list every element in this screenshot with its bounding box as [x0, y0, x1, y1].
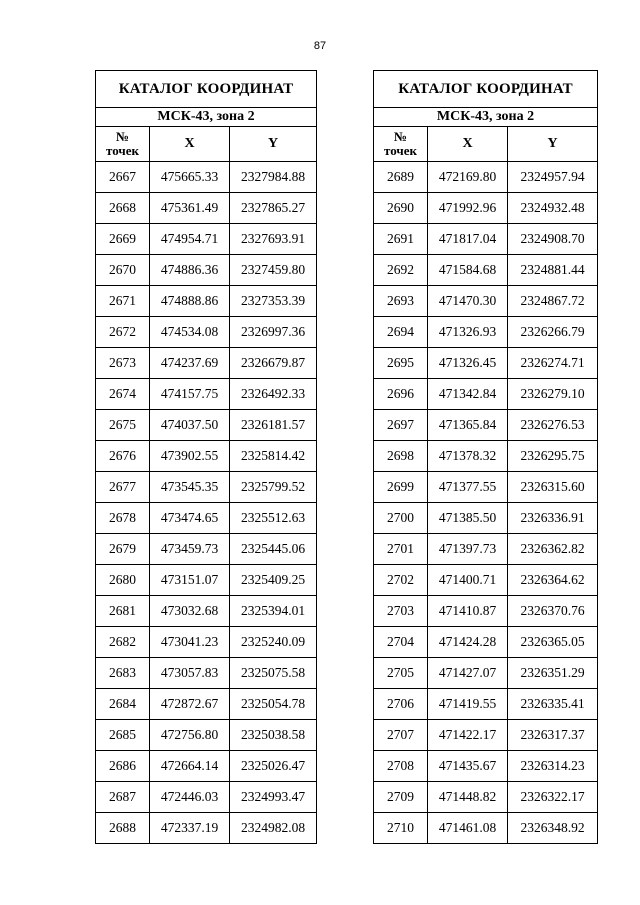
- y-coordinate-cell: 2327984.88: [230, 162, 317, 193]
- y-coordinate-cell: 2326276.53: [508, 410, 598, 441]
- table-row: [374, 317, 598, 348]
- x-coordinate-cell: 472169.80: [428, 162, 508, 193]
- x-coordinate-cell: 471470.30: [428, 286, 508, 317]
- table-row: [374, 286, 598, 317]
- point-number-cell: 2677: [96, 472, 150, 503]
- table-row: [96, 720, 317, 751]
- point-number-cell: 2689: [374, 162, 428, 193]
- point-number-cell: 2703: [374, 596, 428, 627]
- x-coordinate-cell: 471365.84: [428, 410, 508, 441]
- table-row: [96, 379, 317, 410]
- point-number-cell: 2681: [96, 596, 150, 627]
- point-number-cell: 2688: [96, 813, 150, 844]
- point-number-cell: 2700: [374, 503, 428, 534]
- table-row: [374, 782, 598, 813]
- y-coordinate-cell: 2327693.91: [230, 224, 317, 255]
- table-row: [96, 689, 317, 720]
- y-coordinate-cell: 2326295.75: [508, 441, 598, 472]
- table-row: [374, 565, 598, 596]
- table-row: [374, 441, 598, 472]
- x-coordinate-cell: 471424.28: [428, 627, 508, 658]
- y-coordinate-cell: 2327865.27: [230, 193, 317, 224]
- table-row: [96, 193, 317, 224]
- x-coordinate-cell: 471400.71: [428, 565, 508, 596]
- table-row: [374, 658, 598, 689]
- point-number-cell: 2693: [374, 286, 428, 317]
- x-coordinate-cell: 473032.68: [150, 596, 230, 627]
- x-coordinate-cell: 474888.86: [150, 286, 230, 317]
- x-coordinate-cell: 471378.32: [428, 441, 508, 472]
- x-coordinate-cell: 471427.07: [428, 658, 508, 689]
- y-coordinate-cell: 2325394.01: [230, 596, 317, 627]
- column-header-x: X: [428, 127, 508, 162]
- table-row: [96, 162, 317, 193]
- point-number-cell: 2685: [96, 720, 150, 751]
- column-header-x: X: [150, 127, 230, 162]
- point-number-cell: 2690: [374, 193, 428, 224]
- table-row: [374, 379, 598, 410]
- point-number-cell: 2707: [374, 720, 428, 751]
- x-coordinate-cell: 474534.08: [150, 317, 230, 348]
- y-coordinate-cell: 2326274.71: [508, 348, 598, 379]
- point-number-cell: 2698: [374, 441, 428, 472]
- y-coordinate-cell: 2326314.23: [508, 751, 598, 782]
- point-number-cell: 2701: [374, 534, 428, 565]
- table-row: [96, 410, 317, 441]
- point-number-cell: 2668: [96, 193, 150, 224]
- coordinate-catalog-left: [95, 70, 317, 844]
- y-coordinate-cell: 2326364.62: [508, 565, 598, 596]
- y-coordinate-cell: 2324932.48: [508, 193, 598, 224]
- x-coordinate-cell: 471397.73: [428, 534, 508, 565]
- y-coordinate-cell: 2325814.42: [230, 441, 317, 472]
- table-row: [96, 286, 317, 317]
- y-coordinate-cell: 2326365.05: [508, 627, 598, 658]
- table-row: [96, 255, 317, 286]
- point-number-cell: 2697: [374, 410, 428, 441]
- x-coordinate-cell: 475361.49: [150, 193, 230, 224]
- x-coordinate-cell: 473545.35: [150, 472, 230, 503]
- point-number-cell: 2687: [96, 782, 150, 813]
- table-row: [96, 441, 317, 472]
- y-coordinate-cell: 2325409.25: [230, 565, 317, 596]
- point-number-cell: 2695: [374, 348, 428, 379]
- y-coordinate-cell: 2325445.06: [230, 534, 317, 565]
- y-coordinate-cell: 2324957.94: [508, 162, 598, 193]
- x-coordinate-cell: 472446.03: [150, 782, 230, 813]
- point-number-cell: 2683: [96, 658, 150, 689]
- catalog-subtitle: МСК-43, зона 2: [374, 108, 598, 127]
- y-coordinate-cell: 2326317.37: [508, 720, 598, 751]
- point-number-cell: 2684: [96, 689, 150, 720]
- x-coordinate-cell: 471326.93: [428, 317, 508, 348]
- x-coordinate-cell: 473474.65: [150, 503, 230, 534]
- column-header-y: Y: [230, 127, 317, 162]
- point-number-cell: 2667: [96, 162, 150, 193]
- y-coordinate-cell: 2326679.87: [230, 348, 317, 379]
- y-coordinate-cell: 2325038.58: [230, 720, 317, 751]
- y-coordinate-cell: 2326322.17: [508, 782, 598, 813]
- point-number-cell: 2706: [374, 689, 428, 720]
- y-coordinate-cell: 2326336.91: [508, 503, 598, 534]
- point-number-cell: 2680: [96, 565, 150, 596]
- point-number-cell: 2675: [96, 410, 150, 441]
- table-row: [374, 255, 598, 286]
- x-coordinate-cell: 472756.80: [150, 720, 230, 751]
- table-row: [374, 224, 598, 255]
- x-coordinate-cell: 474886.36: [150, 255, 230, 286]
- x-coordinate-cell: 472664.14: [150, 751, 230, 782]
- y-coordinate-cell: 2324993.47: [230, 782, 317, 813]
- table-row: [96, 782, 317, 813]
- y-coordinate-cell: 2326348.92: [508, 813, 598, 844]
- table-row: [374, 627, 598, 658]
- point-number-cell: 2708: [374, 751, 428, 782]
- y-coordinate-cell: 2327459.80: [230, 255, 317, 286]
- x-coordinate-cell: 471377.55: [428, 472, 508, 503]
- table-body: [96, 162, 317, 844]
- coordinate-catalog-right: [373, 70, 598, 844]
- x-coordinate-cell: 474157.75: [150, 379, 230, 410]
- table-row: [374, 410, 598, 441]
- y-coordinate-cell: 2326362.82: [508, 534, 598, 565]
- x-coordinate-cell: 473041.23: [150, 627, 230, 658]
- point-number-cell: 2694: [374, 317, 428, 348]
- point-number-cell: 2709: [374, 782, 428, 813]
- x-coordinate-cell: 471419.55: [428, 689, 508, 720]
- y-coordinate-cell: 2324908.70: [508, 224, 598, 255]
- y-coordinate-cell: 2325026.47: [230, 751, 317, 782]
- x-coordinate-cell: 471326.45: [428, 348, 508, 379]
- table-row: [96, 627, 317, 658]
- point-number-cell: 2679: [96, 534, 150, 565]
- y-coordinate-cell: 2326266.79: [508, 317, 598, 348]
- table-row: [96, 596, 317, 627]
- x-coordinate-cell: 474237.69: [150, 348, 230, 379]
- point-number-cell: 2676: [96, 441, 150, 472]
- table-row: [374, 348, 598, 379]
- column-header-point-number: № точек: [374, 127, 428, 162]
- y-coordinate-cell: 2326335.41: [508, 689, 598, 720]
- table-row: [374, 720, 598, 751]
- catalog-subtitle: МСК-43, зона 2: [96, 108, 317, 127]
- point-number-cell: 2710: [374, 813, 428, 844]
- x-coordinate-cell: 471817.04: [428, 224, 508, 255]
- point-number-cell: 2696: [374, 379, 428, 410]
- table-row: [96, 813, 317, 844]
- table-row: [374, 689, 598, 720]
- point-number-cell: 2669: [96, 224, 150, 255]
- column-header-point-number: № точек: [96, 127, 150, 162]
- table-row: [374, 503, 598, 534]
- y-coordinate-cell: 2326279.10: [508, 379, 598, 410]
- table-row: [96, 565, 317, 596]
- x-coordinate-cell: 471461.08: [428, 813, 508, 844]
- y-coordinate-cell: 2325054.78: [230, 689, 317, 720]
- x-coordinate-cell: 471584.68: [428, 255, 508, 286]
- x-coordinate-cell: 471342.84: [428, 379, 508, 410]
- catalog-title: КАТАЛОГ КООРДИНАТ: [374, 71, 598, 108]
- x-coordinate-cell: 473902.55: [150, 441, 230, 472]
- x-coordinate-cell: 472872.67: [150, 689, 230, 720]
- table-row: [96, 503, 317, 534]
- table-row: [96, 534, 317, 565]
- table-row: [96, 317, 317, 348]
- table-row: [96, 751, 317, 782]
- y-coordinate-cell: 2325075.58: [230, 658, 317, 689]
- y-coordinate-cell: 2326370.76: [508, 596, 598, 627]
- y-coordinate-cell: 2325799.52: [230, 472, 317, 503]
- x-coordinate-cell: 471410.87: [428, 596, 508, 627]
- table-row: [96, 224, 317, 255]
- point-number-cell: 2686: [96, 751, 150, 782]
- point-number-cell: 2678: [96, 503, 150, 534]
- table-row: [374, 472, 598, 503]
- x-coordinate-cell: 471448.82: [428, 782, 508, 813]
- point-number-cell: 2699: [374, 472, 428, 503]
- table-row: [374, 813, 598, 844]
- point-number-cell: 2682: [96, 627, 150, 658]
- table-row: [374, 162, 598, 193]
- y-coordinate-cell: 2326181.57: [230, 410, 317, 441]
- point-number-cell: 2672: [96, 317, 150, 348]
- point-number-cell: 2673: [96, 348, 150, 379]
- x-coordinate-cell: 473459.73: [150, 534, 230, 565]
- table-row: [374, 751, 598, 782]
- point-number-cell: 2702: [374, 565, 428, 596]
- y-coordinate-cell: 2326492.33: [230, 379, 317, 410]
- x-coordinate-cell: 471385.50: [428, 503, 508, 534]
- table-row: [374, 193, 598, 224]
- point-number-cell: 2704: [374, 627, 428, 658]
- x-coordinate-cell: 471422.17: [428, 720, 508, 751]
- x-coordinate-cell: 473151.07: [150, 565, 230, 596]
- y-coordinate-cell: 2324867.72: [508, 286, 598, 317]
- point-number-cell: 2692: [374, 255, 428, 286]
- y-coordinate-cell: 2325240.09: [230, 627, 317, 658]
- x-coordinate-cell: 472337.19: [150, 813, 230, 844]
- y-coordinate-cell: 2326351.29: [508, 658, 598, 689]
- y-coordinate-cell: 2325512.63: [230, 503, 317, 534]
- point-number-cell: 2670: [96, 255, 150, 286]
- table-row: [96, 472, 317, 503]
- x-coordinate-cell: 471992.96: [428, 193, 508, 224]
- point-number-cell: 2691: [374, 224, 428, 255]
- point-number-cell: 2674: [96, 379, 150, 410]
- table-row: [96, 348, 317, 379]
- x-coordinate-cell: 471435.67: [428, 751, 508, 782]
- x-coordinate-cell: 474037.50: [150, 410, 230, 441]
- x-coordinate-cell: 474954.71: [150, 224, 230, 255]
- column-header-y: Y: [508, 127, 598, 162]
- y-coordinate-cell: 2327353.39: [230, 286, 317, 317]
- y-coordinate-cell: 2324982.08: [230, 813, 317, 844]
- x-coordinate-cell: 473057.83: [150, 658, 230, 689]
- y-coordinate-cell: 2326315.60: [508, 472, 598, 503]
- y-coordinate-cell: 2324881.44: [508, 255, 598, 286]
- y-coordinate-cell: 2326997.36: [230, 317, 317, 348]
- catalog-title: КАТАЛОГ КООРДИНАТ: [96, 71, 317, 108]
- x-coordinate-cell: 475665.33: [150, 162, 230, 193]
- table-row: [374, 596, 598, 627]
- table-body: [374, 162, 598, 844]
- point-number-cell: 2671: [96, 286, 150, 317]
- table-row: [96, 658, 317, 689]
- table-row: [374, 534, 598, 565]
- page-number: 87: [313, 40, 327, 52]
- point-number-cell: 2705: [374, 658, 428, 689]
